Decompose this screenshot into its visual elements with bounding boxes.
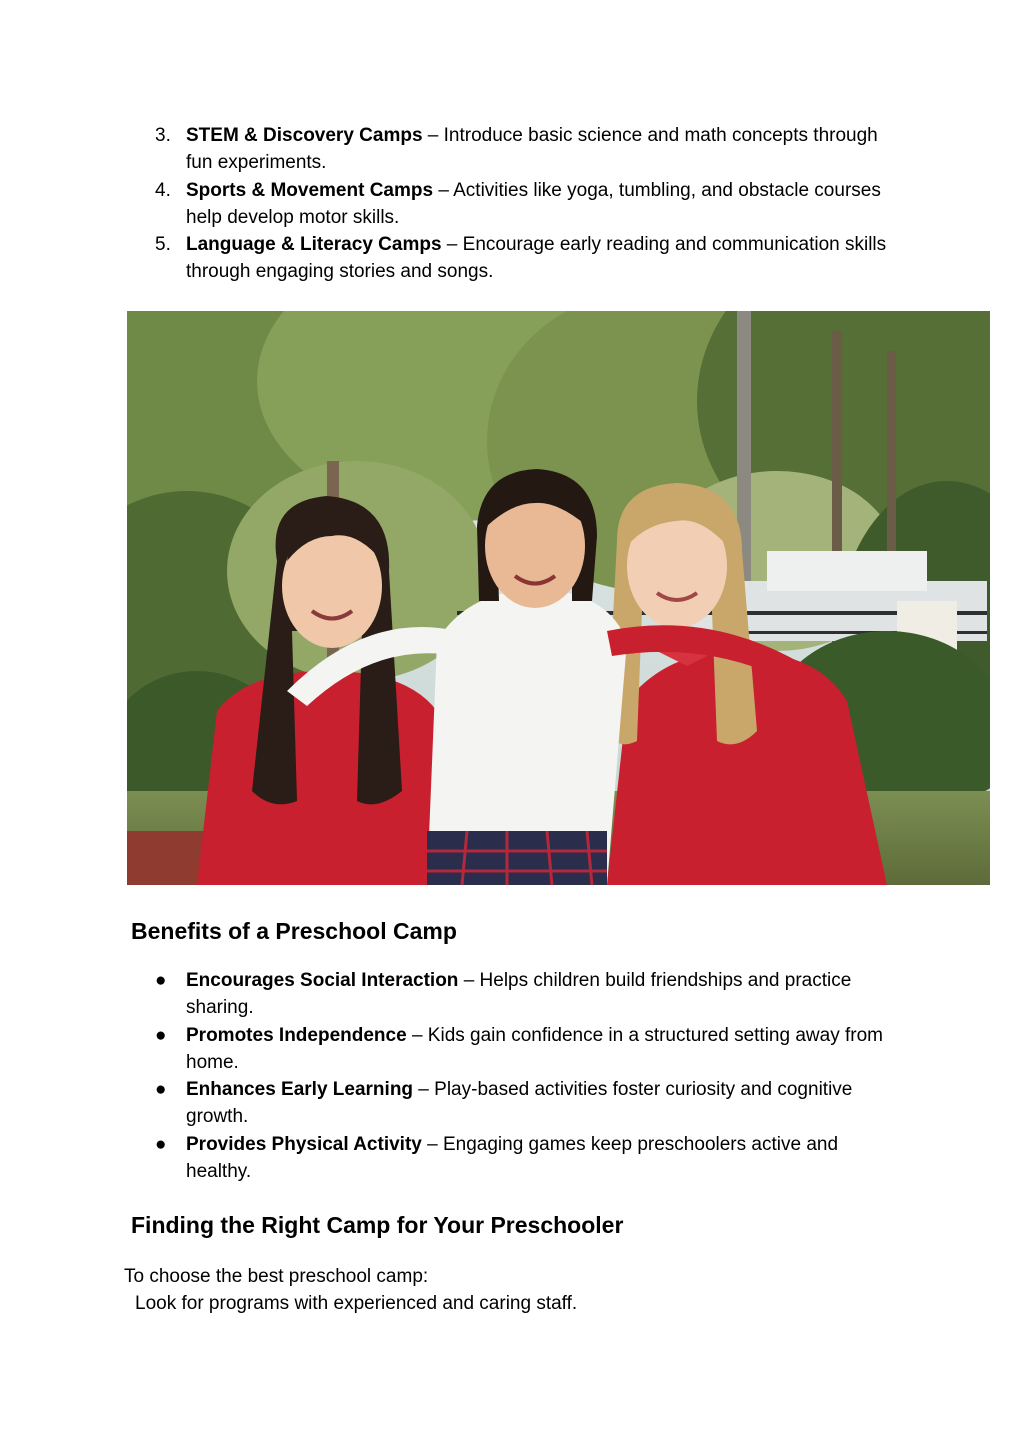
finding-tip: Look for programs with experienced and caring staff. <box>135 1293 578 1314</box>
list-item <box>0 1076 901 1131</box>
list-item <box>0 1131 901 1186</box>
bullet-icon: ● <box>155 1079 167 1101</box>
list-item <box>0 231 901 286</box>
list-item <box>0 122 901 177</box>
list-item-text: – Engaging games keep preschoolers active and healthy. <box>186 1133 839 1183</box>
list-item <box>0 967 901 1022</box>
list-item-term: Promotes Independence <box>186 1024 407 1046</box>
list-item-text: – Encourage early reading and communication skills through engaging stories and songs. <box>186 234 887 283</box>
finding-heading: Finding the Right Camp for Your Preschooler <box>131 1212 624 1238</box>
list-item-text: – Play-based activities foster curiosity and cognitive growth. <box>186 1079 853 1128</box>
camp-types-list <box>0 122 1024 286</box>
benefits-list <box>0 967 1024 1185</box>
list-item-text: – Helps children build friendships and practice sharing. <box>186 970 852 1019</box>
list-item <box>0 1022 901 1077</box>
finding-intro: To choose the best preschool camp: <box>124 1266 429 1287</box>
students-photo <box>127 311 990 885</box>
list-item-term: STEM & Discovery Camps <box>186 125 423 146</box>
list-item-term: Language & Literacy Camps <box>186 234 442 256</box>
bullet-icon: ● <box>155 1024 167 1046</box>
list-number: 3. <box>155 125 171 146</box>
bullet-icon: ● <box>155 970 167 991</box>
list-item-text: – Introduce basic science and math concepts through fun experiments. <box>186 125 878 174</box>
list-number: 5. <box>155 234 171 256</box>
students-photo-illustration <box>127 311 990 885</box>
list-number: 4. <box>155 179 171 201</box>
benefits-heading: Benefits of a Preschool Camp <box>131 918 457 944</box>
bullet-icon: ● <box>155 1133 167 1155</box>
list-item-term: Encourages Social Interaction <box>186 970 459 991</box>
list-item-text: – Activities like yoga, tumbling, and obstacle courses help develop motor skills. <box>186 179 881 228</box>
list-item-term: Sports & Movement Camps <box>186 179 434 201</box>
list-item-term: Enhances Early Learning <box>186 1079 414 1101</box>
list-item-text: – Kids gain confidence in a structured setting away from home. <box>186 1024 883 1073</box>
list-item-term: Provides Physical Activity <box>186 1133 422 1155</box>
list-item <box>0 177 901 232</box>
